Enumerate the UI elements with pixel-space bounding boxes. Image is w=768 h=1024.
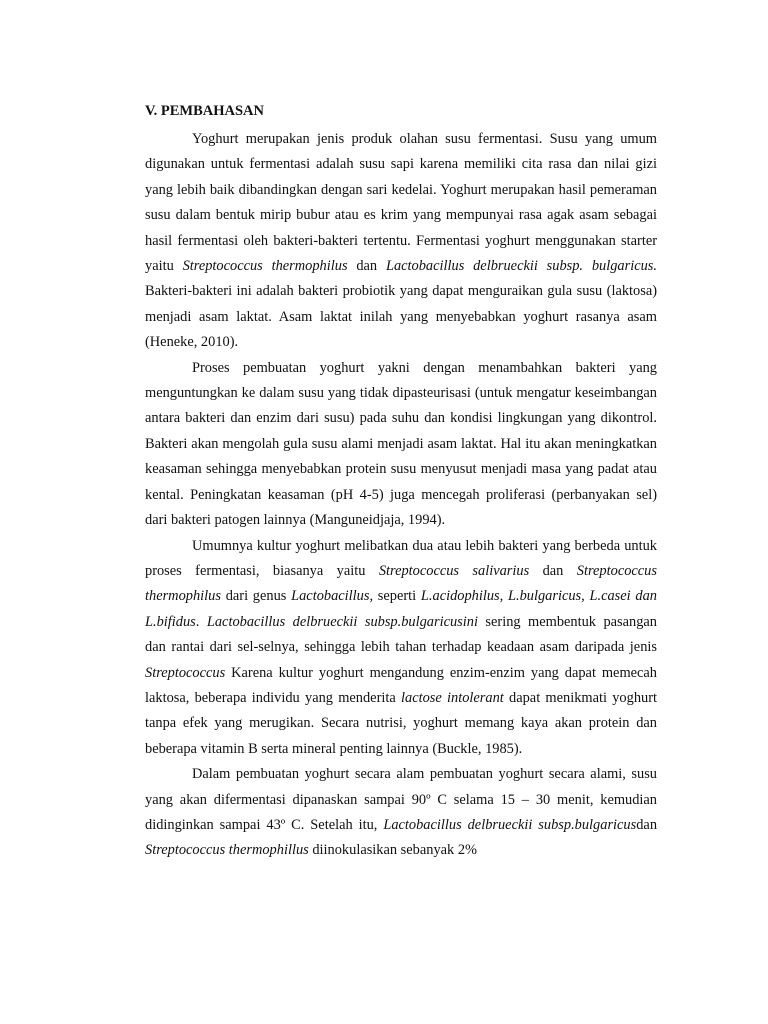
- paragraph-4: [145, 762, 657, 864]
- italic-term: Streptococcus: [145, 664, 226, 681]
- document-body: [145, 100, 657, 864]
- text-run: dan: [529, 562, 577, 579]
- italic-term: Streptococcus thermophilus: [182, 258, 348, 275]
- text-run: dan: [636, 816, 658, 833]
- italic-term: Lactobacillus delbrueckii subsp.bulgaricus: [383, 816, 637, 833]
- italic-term: Streptococcus thermophilus: [145, 562, 657, 605]
- text-run: Dalam pembuatan yoghurt secara alam pembuatan yoghurt secara alami, susu yang akan difermentasi dipanaskan sampai 90º C selama 15 – 30 menit, kemudian didinginkan sampai 43º C. Setelah itu,: [145, 766, 657, 833]
- text-run: .: [195, 613, 207, 630]
- italic-term: L.acidophilus, L.bulgaricus, L.casei dan L.bifidus: [145, 588, 657, 630]
- paragraph-1: [145, 127, 657, 356]
- italic-term: Streptococcus thermophillus: [145, 842, 309, 859]
- text-run: Bakteri-bakteri ini adalah bakteri probiotik yang dapat menguraikan gula susu (laktosa) menjadi asam laktat. Asam laktat inilah yang menyebabkan yoghurt rasanya asam (Heneke, 2010).: [145, 283, 657, 351]
- text-run: dan: [347, 258, 386, 275]
- paragraph-2: [145, 356, 657, 534]
- text-run: seperti: [373, 588, 421, 605]
- italic-term: Lactobacillus delbrueckii subsp.bulgaricusini: [206, 613, 478, 630]
- text-run: dari genus: [220, 588, 292, 605]
- text-run: Proses pembuatan yoghurt yakni dengan menambahkan bakteri yang menguntungkan ke dalam susu yang tidak dipasteurisasi (untuk mengatur keseimbangan antara bakteri dan enzim dari susu) pada suhu dan kondisi lingkungan yang dikontrol. Bakteri akan mengolah gula susu alami menjadi asam laktat. Hal itu akan meningkatkan keasaman sehingga menyebabkan protein susu menyusut menjadi masa yang padat atau kental. Peningkatan keasaman (pH 4-5) juga mencegah proliferasi (perbanyakan sel) dari bakteri patogen lainnya (Manguneidjaja, 1994).: [145, 359, 657, 529]
- text-run: Umumnya kultur yoghurt melibatkan dua atau lebih bakteri yang berbeda untuk proses fermentasi, biasanya yaitu: [145, 537, 657, 579]
- text-run: dapat menikmati yoghurt tanpa efek yang merugikan. Secara nutrisi, yoghurt memang kaya akan protein dan beberapa vitamin B serta mineral penting lainnya (Buckle, 1985).: [145, 689, 657, 757]
- italic-term: lactose intolerant: [401, 689, 504, 706]
- section-heading: V. PEMBAHASAN: [145, 103, 264, 119]
- text-run: diinokulasikan sebanyak 2%: [308, 842, 478, 859]
- text-run: Yoghurt merupakan jenis produk olahan susu fermentasi. Susu yang umum digunakan untuk fermentasi adalah susu sapi karena memiliki cita rasa dan nilai gizi yang lebih baik dibandingkan dengan sari kedelai. Yoghurt merupakan hasil pemeraman susu dalam bentuk mirip bubur atau es krim yang mempunyai rasa agak asam sebagai hasil fermentasi oleh bakteri-bakteri tertentu. Fermentasi yoghurt menggunakan starter yaitu: [145, 131, 657, 275]
- text-run: Karena kultur yoghurt mengandung enzim-enzim yang dapat memecah laktosa, beberapa individu yang menderita: [145, 664, 657, 706]
- text-run: sering membentuk pasangan dan rantai dari sel-selnya, sehingga lebih tahan terhadap keadaan asam daripada jenis: [145, 613, 657, 656]
- paragraph-3: [145, 534, 657, 763]
- italic-term: Lactobacillus,: [291, 588, 374, 605]
- italic-term: Streptococcus salivarius: [378, 562, 530, 579]
- italic-term: Lactobacillus delbrueckii subsp. bulgaricus.: [385, 258, 657, 275]
